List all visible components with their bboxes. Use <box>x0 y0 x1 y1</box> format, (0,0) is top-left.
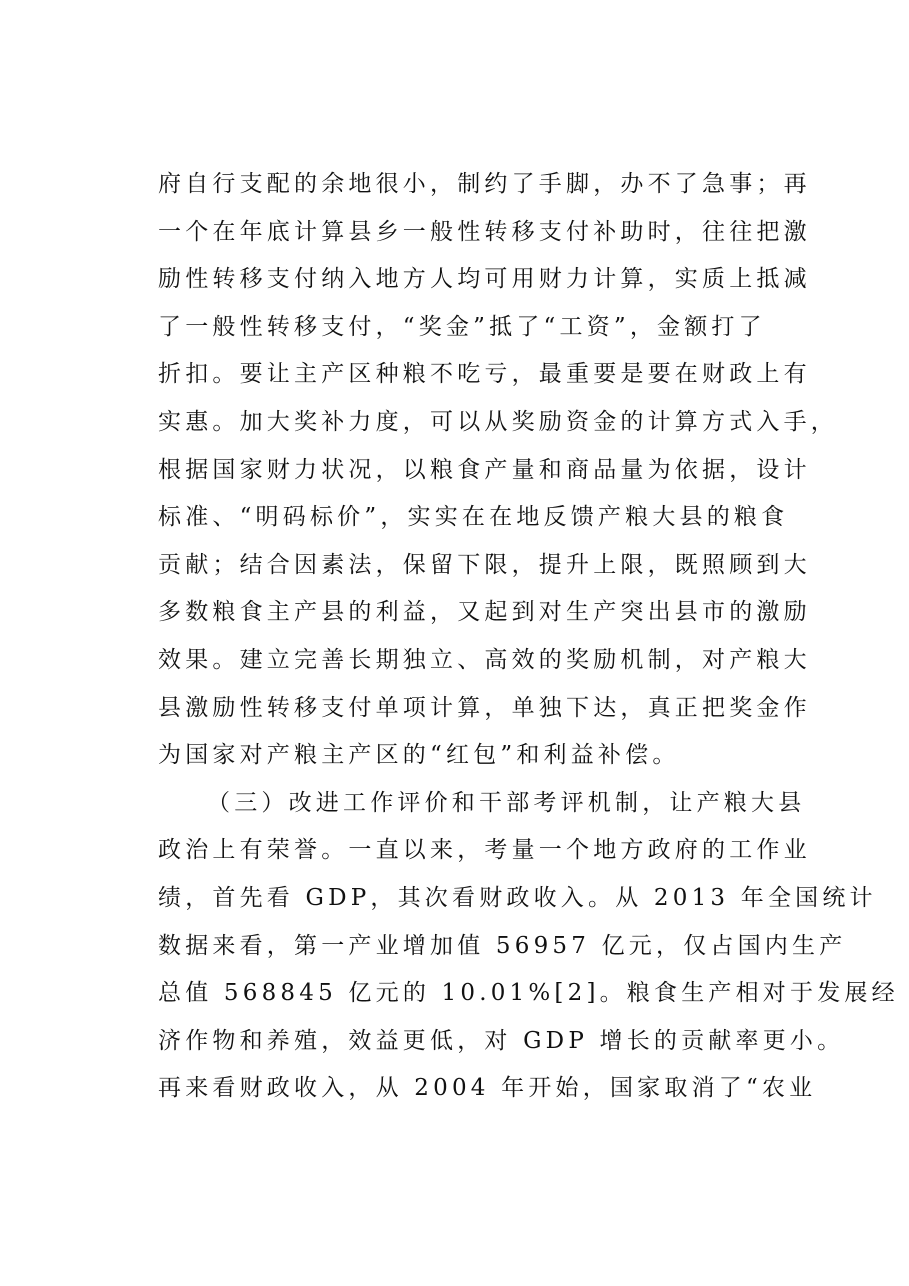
body-text <box>158 161 899 1113</box>
text-line: 折扣。要让主产区种粮不吃亏，最重要是要在财政上有 <box>158 361 811 388</box>
text-line: 总值 568845 亿元的 10.01%[2]。粮食生产相对于发展经 <box>158 980 899 1007</box>
text-line: 为国家对产粮主产区的“红包”和利益补偿。 <box>158 742 680 769</box>
text-line: 济作物和养殖，效益更低，对 GDP 增长的贡献率更小。 <box>158 1027 845 1054</box>
text-line: 效果。建立完善长期独立、高效的奖励机制，对产粮大 <box>158 646 811 673</box>
text-line: 县激励性转移支付单项计算，单独下达，真正把奖金作 <box>158 694 811 721</box>
text-line: 数据来看，第一产业增加值 56957 亿元，仅占国内生产 <box>158 932 847 959</box>
text-line: 实惠。加大奖补力度，可以从奖励资金的计算方式入手， <box>158 408 838 435</box>
section-heading-line: （三）改进工作评价和干部考评机制，让产粮大县 <box>207 789 806 816</box>
text-line: 根据国家财力状况，以粮食产量和商品量为依据，设计 <box>158 456 811 483</box>
text-line: 贡献；结合因素法，保留下限，提升上限，既照顾到大 <box>158 551 811 578</box>
text-line: 府自行支配的余地很小，制约了手脚，办不了急事；再 <box>158 171 811 197</box>
text-line: 政治上有荣誉。一直以来，考量一个地方政府的工作业 <box>158 837 811 864</box>
text-line: 标准、“明码标价”，实实在在地反馈产粮大县的粮食 <box>158 504 789 531</box>
text-line: 励性转移支付纳入地方人均可用财力计算，实质上抵减 <box>158 266 811 293</box>
text-line: 再来看财政收入，从 2004 年开始，国家取消了“农业 <box>158 1075 817 1102</box>
text-line: 绩，首先看 GDP，其次看财政收入。从 2013 年全国统计 <box>158 884 877 911</box>
text-line: 一个在年底计算县乡一般性转移支付补助时，往往把激 <box>158 218 811 245</box>
text-line: 多数粮食主产县的利益，又起到对生产突出县市的激励 <box>158 599 811 626</box>
text-line: 了一般性转移支付，“奖金”抵了“工资”，金额打了 <box>158 313 766 340</box>
